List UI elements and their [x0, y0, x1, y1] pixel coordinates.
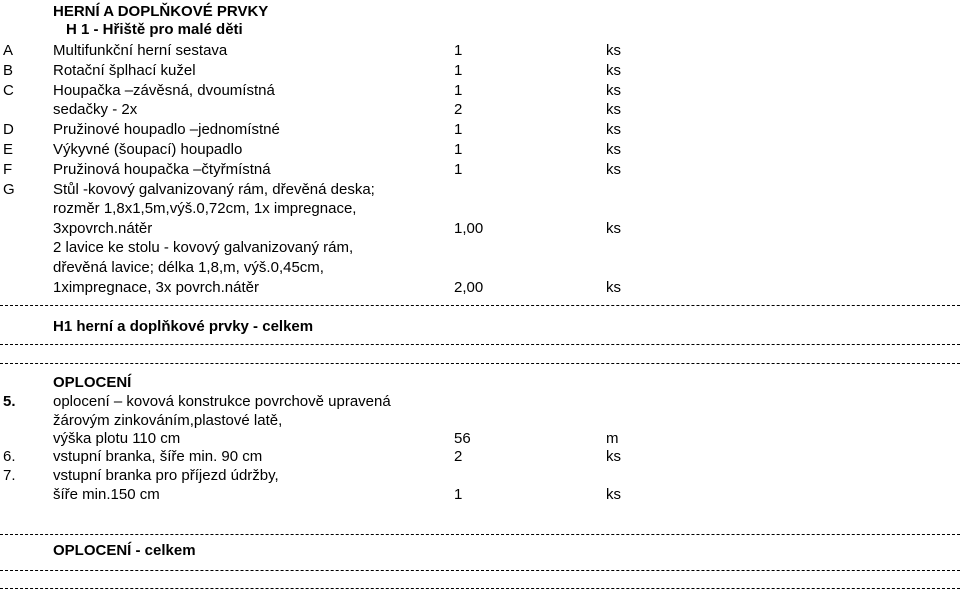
- row-quantity: 1: [454, 161, 463, 178]
- section-total-label: H1 herní a doplňkové prvky - celkem: [53, 318, 314, 335]
- row-description: 2 lavice ke stolu - kovový galvanizovaný rám,: [53, 239, 354, 256]
- row-unit: ks: [606, 101, 621, 118]
- row-description: Houpačka –závěsná, dvoumístná: [53, 82, 275, 99]
- row-quantity: 1: [454, 486, 463, 503]
- row-code: C: [3, 82, 14, 99]
- row-description: Multifunkční herní sestava: [53, 42, 228, 59]
- row-description: žárovým zinkováním,plastové latě,: [53, 412, 283, 429]
- row-description: vstupní branka, šíře min. 90 cm: [53, 448, 263, 465]
- row-quantity: 2,00: [454, 279, 484, 296]
- row-unit: ks: [606, 279, 621, 296]
- row-description: výška plotu 110 cm: [53, 430, 181, 447]
- row-description: 3xpovrch.nátěr: [53, 220, 153, 237]
- row-unit: ks: [606, 161, 621, 178]
- row-code: G: [3, 181, 15, 198]
- row-unit: ks: [606, 82, 621, 99]
- row-code: B: [3, 62, 14, 79]
- row-unit: ks: [606, 121, 621, 138]
- divider: [0, 588, 960, 589]
- row-description: Pružinové houpadlo –jednomístné: [53, 121, 280, 138]
- row-code: A: [3, 42, 14, 59]
- row-quantity: 1: [454, 141, 463, 158]
- row-quantity: 1: [454, 42, 463, 59]
- row-unit: ks: [606, 486, 621, 503]
- row-description: Výkyvné (šoupací) houpadlo: [53, 141, 243, 158]
- row-quantity: 56: [454, 430, 471, 447]
- row-quantity: 1: [454, 82, 463, 99]
- section-title: HERNÍ A DOPLŇKOVÉ PRVKY: [53, 3, 269, 20]
- row-description: dřevěná lavice; délka 1,8,m, výš.0,45cm,: [53, 259, 324, 276]
- row-code: E: [3, 141, 14, 158]
- row-code: 5.: [3, 393, 16, 410]
- row-description: vstupní branka pro příjezd údržby,: [53, 467, 279, 484]
- section-total-label: OPLOCENÍ - celkem: [53, 542, 196, 559]
- divider: [0, 305, 960, 306]
- row-code: 7.: [3, 467, 16, 484]
- row-unit: ks: [606, 62, 621, 79]
- divider: [0, 344, 960, 345]
- row-unit: ks: [606, 42, 621, 59]
- row-code: F: [3, 161, 13, 178]
- row-unit: ks: [606, 141, 621, 158]
- row-quantity: 2: [454, 448, 463, 465]
- row-quantity: 2: [454, 101, 463, 118]
- section-title: OPLOCENÍ: [53, 374, 132, 391]
- row-description: rozměr 1,8x1,5m,výš.0,72cm, 1x impregnace,: [53, 200, 357, 217]
- row-description: šíře min.150 cm: [53, 486, 160, 503]
- divider: [0, 570, 960, 571]
- row-description: sedačky - 2x: [53, 101, 138, 118]
- row-quantity: 1: [454, 121, 463, 138]
- row-quantity: 1: [454, 62, 463, 79]
- row-code: 6.: [3, 448, 16, 465]
- row-code: D: [3, 121, 14, 138]
- row-description: Pružinová houpačka –čtyřmístná: [53, 161, 271, 178]
- row-quantity: 1,00: [454, 220, 484, 237]
- section-subtitle: H 1 - Hřiště pro malé děti: [66, 21, 243, 38]
- divider: [0, 363, 960, 364]
- row-description: 1ximpregnace, 3x povrch.nátěr: [53, 279, 259, 296]
- row-description: Stůl -kovový galvanizovaný rám, dřevěná deska;: [53, 181, 375, 198]
- row-description: oplocení – kovová konstrukce povrchově upravená: [53, 393, 391, 410]
- divider: [0, 534, 960, 535]
- row-unit: ks: [606, 448, 621, 465]
- row-unit: ks: [606, 220, 621, 237]
- row-unit: m: [606, 430, 619, 447]
- row-description: Rotační šplhací kužel: [53, 62, 196, 79]
